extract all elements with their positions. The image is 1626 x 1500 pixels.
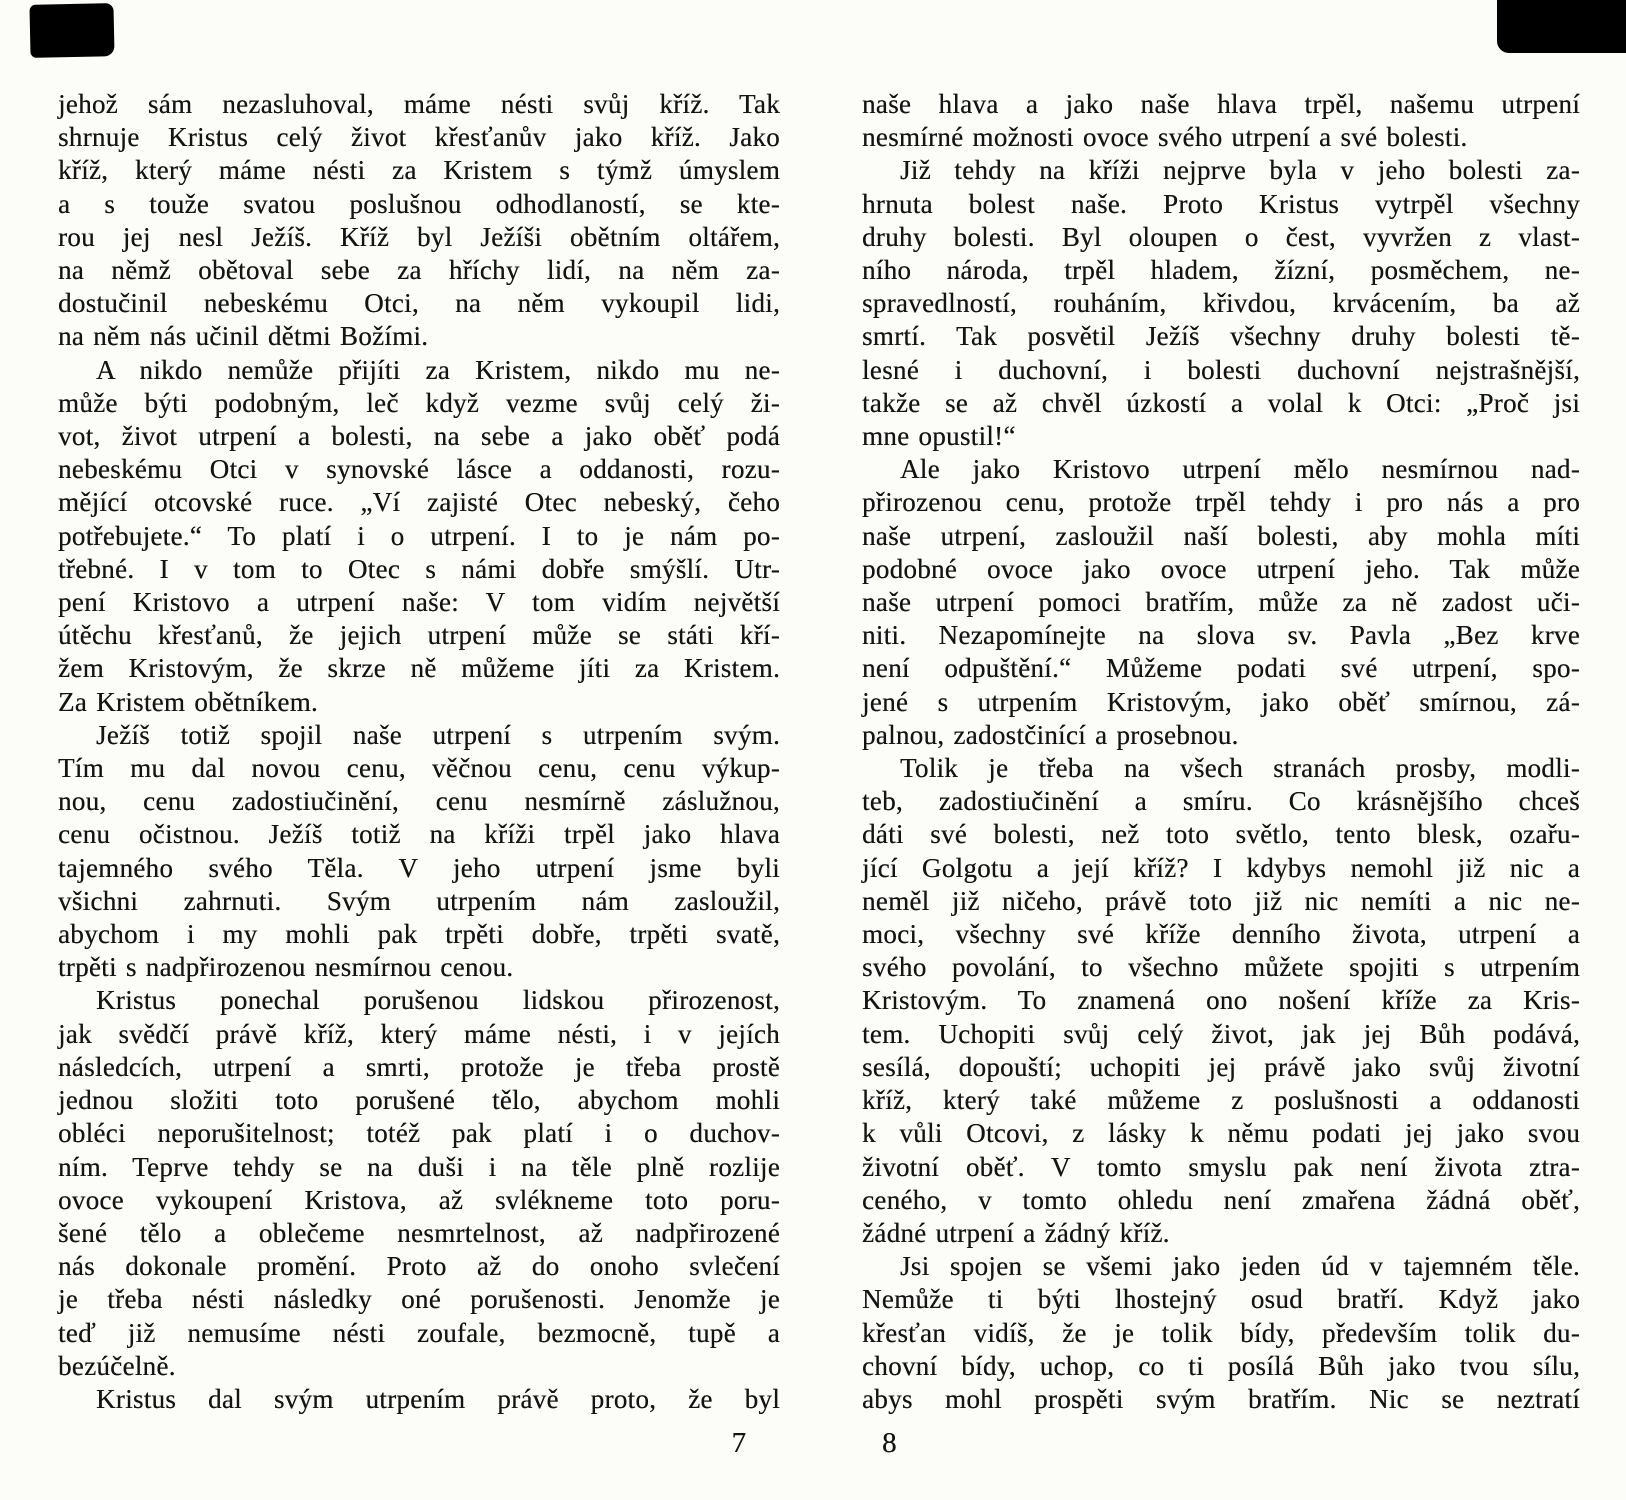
page-7-number: 7 (731, 1427, 746, 1460)
text-line: na něm nás učinil dětmi Božími. (58, 321, 429, 352)
text-line: naše hlava a jako naše hlava trpěl, našemu utrpení (862, 89, 1580, 119)
text-line: dáti své bolesti, než toto světlo, tento blesk, ozařu- (862, 819, 1580, 850)
text-line: tajemného svého Těla. V jeho utrpení jsme byli (58, 852, 780, 883)
text-line: palnou, zadostčinící a prosebnou. (862, 719, 1239, 750)
page-8 (862, 88, 1580, 1460)
paragraph (58, 88, 780, 354)
paragraph (862, 1250, 1580, 1416)
text-line: neměl již ničeho, právě toto již nic nemíti a nic ne- (862, 885, 1580, 916)
text-line: cenu očistnou. Ježíš totiž na kříži trpěl jako hlava (58, 819, 780, 850)
text-line: svého povolání, to všechno můžete spojiti s utrpením (862, 952, 1580, 983)
text-line: žem Kristovým, že skrze ně můžeme jíti za Kristem. (58, 653, 780, 684)
text-line: žádné utrpení a žádný kříž. (862, 1217, 1170, 1248)
page-8-number: 8 (882, 1427, 897, 1460)
scan-artifact-top-left (29, 3, 114, 58)
paragraph (862, 88, 1580, 154)
text-line: nebeskému Otci v synovské lásce a oddanosti, rozu- (58, 454, 780, 485)
scan-artifact-top-right (1497, 0, 1626, 53)
text-line: vot, život utrpení a bolesti, na sebe a jako oběť podá (58, 421, 780, 452)
text-line: nou, cenu zadostiučinění, cenu nesmírně záslužnou, (58, 786, 780, 817)
text-line: podobné ovoce jako ovoce utrpení jeho. Tak může (862, 553, 1580, 584)
text-line: teb, zadostiučinění a smíru. Co krásnějšího chceš (862, 786, 1580, 817)
text-line: smrtí. Tak posvětil Ježíš všechny druhy bolesti tě- (862, 321, 1580, 352)
text-line: všichni zahrnuti. Svým utrpením nám zasloužil, (58, 885, 780, 916)
text-line: lesné i duchovní, i bolesti duchovní nejstrašnější, (862, 354, 1580, 385)
text-line: Kristus ponechal porušenou lidskou přirozenost, (96, 985, 780, 1016)
text-line: kříž, který také můžeme z poslušnosti a oddanosti (862, 1085, 1580, 1116)
paragraph (862, 154, 1580, 453)
text-line: mějící otcovské ruce. „Ví zajisté Otec nebeský, čeho (58, 487, 780, 518)
paragraph (862, 453, 1580, 752)
text-line: ním. Teprve tehdy se na duši i na těle plně rozlije (58, 1151, 780, 1182)
text-line: abychom i my mohli pak trpěti dobře, trpěti svatě, (58, 919, 780, 950)
text-line: křesťan vidíš, že je tolik bídy, především tolik du- (862, 1317, 1580, 1348)
text-line: abys mohl prospěti svým bratřím. Nic se neztratí (862, 1383, 1580, 1414)
text-line: trpěti s nadpřirozenou nesmírnou cenou. (58, 952, 514, 983)
text-line: jehož sám nezasluhoval, máme nésti svůj kříž. Tak (58, 89, 780, 119)
text-line: útěchu křesťanů, že jejich utrpení může se státi kří- (58, 620, 780, 651)
text-line: je třeba nésti následky oné porušenosti. Jenomže je (58, 1284, 780, 1315)
text-line: naše utrpení, zasloužil naší bolesti, aby mohla míti (862, 520, 1580, 551)
text-line: hrnuta bolest naše. Proto Kristus vytrpěl všechny (862, 188, 1580, 219)
text-line: obléci neporušitelnost; totéž pak platí i o duchov- (58, 1118, 780, 1149)
text-line: dostučinil nebeskému Otci, na něm vykoupil lidi, (58, 288, 780, 319)
text-line: kříž, který máme nésti za Kristem s týmž úmyslem (58, 155, 780, 186)
paragraph (862, 752, 1580, 1250)
text-line: Již tehdy na kříži nejprve byla v jeho bolesti za- (900, 155, 1580, 186)
text-line: nás dokonale promění. Proto až do onoho svlečení (58, 1251, 780, 1282)
text-line: Nemůže ti býti lhostejný osud bratří. Když jako (862, 1284, 1580, 1315)
text-line: mne opustil!“ (862, 421, 1016, 452)
text-line: není odpuštění.“ Můžeme podati své utrpení, spo- (862, 653, 1580, 684)
text-line: niti. Nezapomínejte na slova sv. Pavla „Bez krve (862, 620, 1580, 651)
text-line: druhy bolesti. Byl oloupen o čest, vyvržen z vlast- (862, 221, 1580, 252)
text-line: Jsi spojen se všemi jako jeden úd v tajemném těle. (900, 1251, 1580, 1282)
text-line: shrnuje Kristus celý život křesťanův jako kříž. Jako (58, 122, 780, 153)
text-line: teď již nemusíme nésti zoufale, bezmocně, tupě a (58, 1317, 780, 1348)
text-line: spravedlností, rouháním, křivdou, krvácením, ba až (862, 288, 1580, 319)
text-line: tem. Uchopiti svůj celý život, jak jej Bůh podává, (862, 1018, 1580, 1049)
text-line: třebné. I v tom to Otec s námi dobře smýšlí. Utr- (58, 553, 780, 584)
text-line: na němž obětoval sebe za hříchy lidí, na něm za- (58, 255, 780, 286)
text-line: Ježíš totiž spojil naše utrpení s utrpením svým. (96, 719, 780, 750)
text-line: Kristovým. To znamená ono nošení kříže za Kris- (862, 985, 1580, 1016)
text-line: může býti podobným, leč když vezme svůj celý ži- (58, 387, 780, 418)
text-line: bezúčelně. (58, 1350, 176, 1381)
text-line: chovní bídy, uchop, co ti posílá Bůh jako tvou sílu, (862, 1350, 1580, 1381)
text-line: následcích, utrpení a smrti, protože je třeba prostě (58, 1051, 780, 1082)
text-line: jící Golgotu a její kříž? I kdybys nemohl již nic a (862, 852, 1580, 883)
text-line: Tím mu dal novou cenu, věčnou cenu, cenu výkup- (58, 753, 780, 784)
text-line: jené s utrpením Kristovým, jako oběť smírnou, zá- (862, 686, 1580, 717)
paragraph (58, 984, 780, 1382)
text-line: přirozenou cenu, protože trpěl tehdy i pro nás a pro (862, 487, 1580, 518)
text-line: pení Kristovo a utrpení naše: V tom vidím největší (58, 587, 780, 618)
text-line: ceného, v tomto ohledu není zmařena žádná oběť, (862, 1184, 1580, 1215)
text-line: sesílá, dopouští; uchopiti jej právě jako svůj životní (862, 1051, 1580, 1082)
text-line: Ale jako Kristovo utrpení mělo nesmírnou nad- (900, 454, 1580, 485)
paragraph (58, 1383, 780, 1416)
text-line: jednou složiti toto porušené tělo, abychom mohli (58, 1085, 780, 1116)
text-line: Kristus dal svým utrpením právě proto, že byl (96, 1383, 780, 1414)
text-line: Za Kristem obětníkem. (58, 686, 318, 717)
page-7-text-column (58, 88, 780, 1416)
text-line: A nikdo nemůže přijíti za Kristem, nikdo mu ne- (96, 354, 780, 385)
text-line: naše utrpení pomoci bratřím, může za ně zadost uči- (862, 587, 1580, 618)
text-line: nesmírné možnosti ovoce svého utrpení a své bolesti. (862, 122, 1468, 153)
text-line: takže se až chvěl úzkostí a volal k Otci: „Proč jsi (862, 387, 1580, 418)
paragraph (58, 354, 780, 719)
text-line: ovoce vykoupení Kristova, až svlékneme toto poru- (58, 1184, 780, 1215)
text-line: životní oběť. V tomto smyslu pak není života ztra- (862, 1151, 1580, 1182)
page-7 (58, 88, 780, 1460)
text-line: a s touže svatou poslušnou odhodlaností, se kte- (58, 188, 780, 219)
page-8-text-column (862, 88, 1580, 1416)
text-line: šené tělo a oblečeme nesmrtelnost, až nadpřirozené (58, 1217, 780, 1248)
text-line: ního národa, trpěl hladem, žízní, posměchem, ne- (862, 255, 1580, 286)
text-line: k vůli Otcovi, z lásky k němu podati jej jako svou (862, 1118, 1580, 1149)
text-line: Tolik je třeba na všech stranách prosby, modli- (900, 753, 1580, 784)
text-line: rou jej nesl Ježíš. Kříž byl Ježíši obětním oltářem, (58, 221, 780, 252)
paragraph (58, 719, 780, 985)
text-line: potřebujete.“ To platí i o utrpení. I to je nám po- (58, 520, 780, 551)
text-line: jak svědčí právě kříž, který máme nésti, i v jejích (58, 1018, 780, 1049)
text-line: moci, všechny své kříže denního života, utrpení a (862, 919, 1580, 950)
